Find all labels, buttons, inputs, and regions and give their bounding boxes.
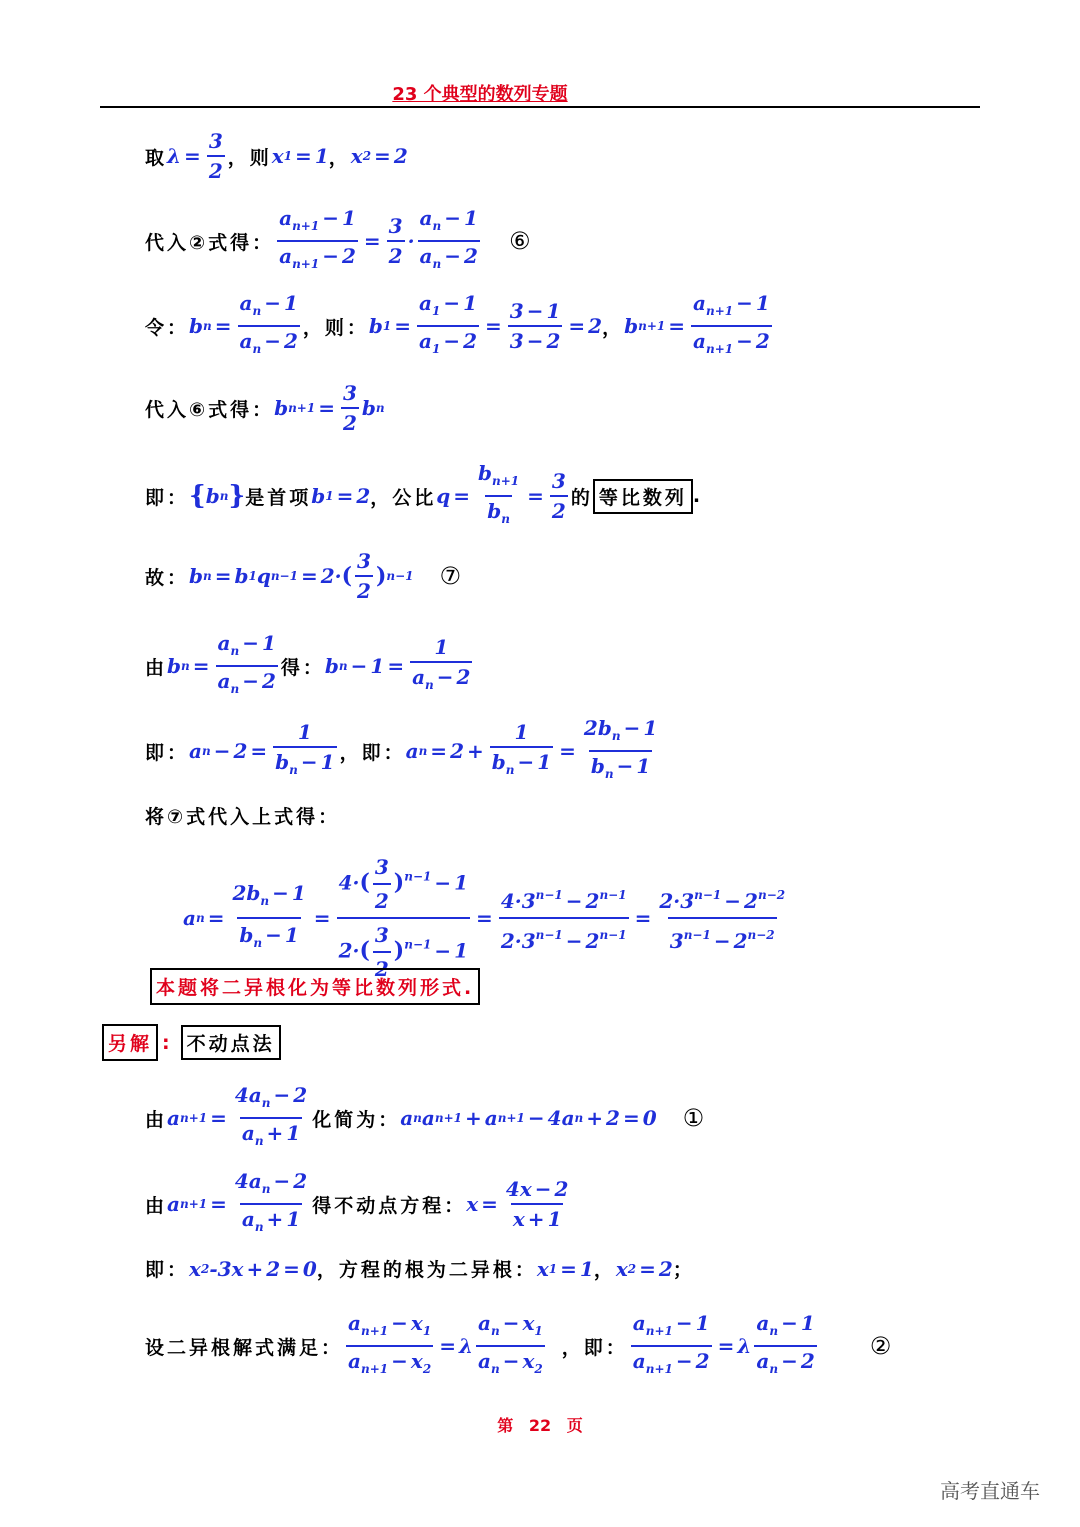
note-box: 本题将二异根化为等比数列形式. bbox=[150, 968, 480, 1005]
line-1-mid2: ， bbox=[328, 146, 351, 169]
line-10-prefix: 由 bbox=[145, 1108, 168, 1131]
root-x2: x 2 = 2 bbox=[615, 1256, 673, 1281]
line-3 bbox=[145, 290, 775, 362]
line-5-prefix: 即： bbox=[145, 486, 190, 509]
fixed-point-equation: x = $\frac{4x - 2}{x + 1}$ bbox=[466, 1177, 569, 1231]
line-10-mid1: 化简为： bbox=[312, 1108, 401, 1131]
tag-6: ⑥ bbox=[508, 227, 531, 255]
line-5-mid3: 的 bbox=[570, 486, 593, 509]
bn-recurrence: b n+1 = $\frac{3}{2}$ b n bbox=[274, 381, 385, 435]
an-minus-two: a n − 2 = $\frac{1}{b_n - 1}$ bbox=[189, 719, 340, 783]
line-7-prefix: 由 bbox=[145, 656, 168, 679]
final-formula bbox=[183, 852, 790, 984]
line-1 bbox=[145, 128, 408, 184]
simplified-formula: a n a n+1 + a n+1 − 4a n + 2 = 0 bbox=[400, 1106, 657, 1130]
recurrence-formula-2: a n+1 = $\frac{4a_n - 2}{a_n + 1}$ bbox=[167, 1168, 312, 1240]
line-12-mid1: ，方程的根为二异根： bbox=[316, 1259, 537, 1281]
line-2 bbox=[145, 205, 530, 277]
bn-minus-one: b n − 1 = $\frac{1}{a_n - 2}$ bbox=[325, 634, 476, 698]
line-12-prefix: 即： bbox=[145, 1259, 190, 1281]
tag-1: ① bbox=[682, 1104, 705, 1132]
alt-label: 另解 bbox=[108, 1033, 153, 1055]
tag-2: ② bbox=[869, 1332, 892, 1360]
line-5-end: . bbox=[692, 485, 704, 507]
line-7 bbox=[145, 630, 475, 702]
an-in-bn: a n = 2 + $\frac{1}{b_n - 1}$ = $\frac{2b_n - 1}{b_n - 1}$ bbox=[406, 715, 663, 787]
b1-value: b 1 = $\frac{a_1 - 1}{a_1 - 2}$ = $\frac{3 - 1}{3 - 2}$ = 2 bbox=[369, 290, 602, 362]
line-8-prefix: 即： bbox=[145, 741, 190, 764]
geometric-sequence-box: 等比数列 bbox=[593, 479, 693, 514]
line-13-prefix: 设二异根解式满足： bbox=[145, 1336, 344, 1359]
line-5-mid1: 是首项 bbox=[245, 486, 312, 509]
x2-formula: x 2 = 2 bbox=[350, 144, 408, 168]
root-form-general: $\frac{a_{n+1} - x_1}{a_{n+1} - x_2}$ = λ $\frac{a_n - x_1}{a_n - x_2}$ bbox=[343, 1310, 548, 1382]
line-1-mid1: ，则 bbox=[227, 146, 272, 169]
root-form-specific: $\frac{a_{n+1} - 1}{a_{n+1} - 2}$ = λ $\frac{a_n - 1}{a_n - 2}$ bbox=[628, 1310, 820, 1382]
line-9 bbox=[145, 802, 340, 829]
line-5-mid2: ，公比 bbox=[370, 486, 437, 509]
fixed-point-method-box: 不动点法 bbox=[181, 1025, 281, 1060]
line-4-prefix: 代入⑥式得： bbox=[145, 398, 275, 421]
root-x1: x 1 = 1 bbox=[536, 1256, 594, 1281]
tag-7: ⑦ bbox=[439, 562, 462, 590]
alt-label-box bbox=[102, 1024, 158, 1061]
page-number: 第 22 页 bbox=[497, 1416, 583, 1435]
watermark: 高考直通车 bbox=[940, 1479, 1040, 1503]
line-6-prefix: 故： bbox=[145, 566, 190, 589]
line-1-prefix: 取 bbox=[145, 146, 168, 169]
line-11-mid1: 得不动点方程： bbox=[312, 1194, 467, 1217]
line-11-prefix: 由 bbox=[145, 1194, 168, 1217]
line-3-mid1: ，则： bbox=[302, 316, 369, 339]
line-3-prefix: 令： bbox=[145, 316, 190, 339]
header-title: 23 个典型的数列专题 bbox=[392, 84, 568, 105]
common-ratio: q = $\frac{b_{n+1}}{b_n}$ = $\frac{3}{2}$ bbox=[436, 460, 571, 532]
line-12-mid2: ， bbox=[593, 1259, 616, 1281]
line-8 bbox=[145, 715, 662, 787]
line-12-end: ； bbox=[672, 1259, 695, 1281]
recurrence-formula: a n+1 = $\frac{4a_n - 2}{a_n + 1}$ bbox=[167, 1082, 312, 1154]
note-line bbox=[150, 968, 480, 1005]
line-8-mid1: ，即： bbox=[339, 741, 406, 764]
eq6-formula: $\frac{a_{n+1} - 1}{a_{n+1} - 2}$ = $\frac{3}{2}$ · $\frac{a_n - 1}{a_n - 2}$ bbox=[274, 205, 483, 277]
bn1-definition: b n+1 = $\frac{a_{n+1} - 1}{a_{n+1} - 2}$ bbox=[624, 290, 775, 362]
line-4 bbox=[145, 380, 385, 436]
quadratic-equation: x 2 -3x + 2 = 0 bbox=[189, 1256, 317, 1281]
x1-formula: x 1 = 1 bbox=[271, 144, 329, 168]
line-13-mid1: ，即： bbox=[561, 1336, 628, 1359]
lambda-formula: λ = $\frac{3}{2}$ bbox=[167, 129, 223, 183]
bn-general-term: b n = b 1 q n−1 = 2· ( $\frac{3}{2}$ ) n−1 bbox=[189, 549, 414, 603]
line-5 bbox=[145, 460, 703, 532]
line-2-prefix: 代入②式得： bbox=[145, 231, 275, 254]
first-term: b 1 = 2 bbox=[311, 484, 371, 508]
alt-line bbox=[102, 1024, 281, 1061]
an-general-term: a n = $\frac{2b_n - 1}{b_n - 1}$ = 4·( $\frac{3}{2}$ )$^{n-1}$ − 1 2·( $\frac{3}{2}$ )$^{n-1}$ − 1 = $\frac{4\cdot 3^{n-1} - 2^{n-1}}{2\cdot 3^{n-1} - 2^{n-1}}$ = $\frac{2\cdot 3^{n-1} - 2^{n-2}}{3^{n-1} - 2^{n-2}}$ bbox=[183, 852, 790, 984]
bn-from-an: b n = $\frac{a_n - 1}{a_n - 2}$ bbox=[167, 630, 281, 702]
line-11 bbox=[145, 1168, 573, 1240]
line-10 bbox=[145, 1082, 704, 1154]
alt-colon: : bbox=[162, 1031, 173, 1054]
bn-definition: b n = $\frac{a_n - 1}{a_n - 2}$ bbox=[189, 290, 303, 362]
line-9-prefix: 将⑦式代入上式得： bbox=[145, 806, 341, 828]
bn-sequence: { b n } bbox=[189, 481, 246, 511]
line-7-mid1: 得： bbox=[280, 656, 325, 679]
line-12 bbox=[145, 1255, 695, 1282]
line-3-mid2: ， bbox=[602, 316, 625, 339]
line-6 bbox=[145, 548, 461, 604]
line-13 bbox=[145, 1310, 891, 1382]
header-rule bbox=[100, 106, 980, 108]
